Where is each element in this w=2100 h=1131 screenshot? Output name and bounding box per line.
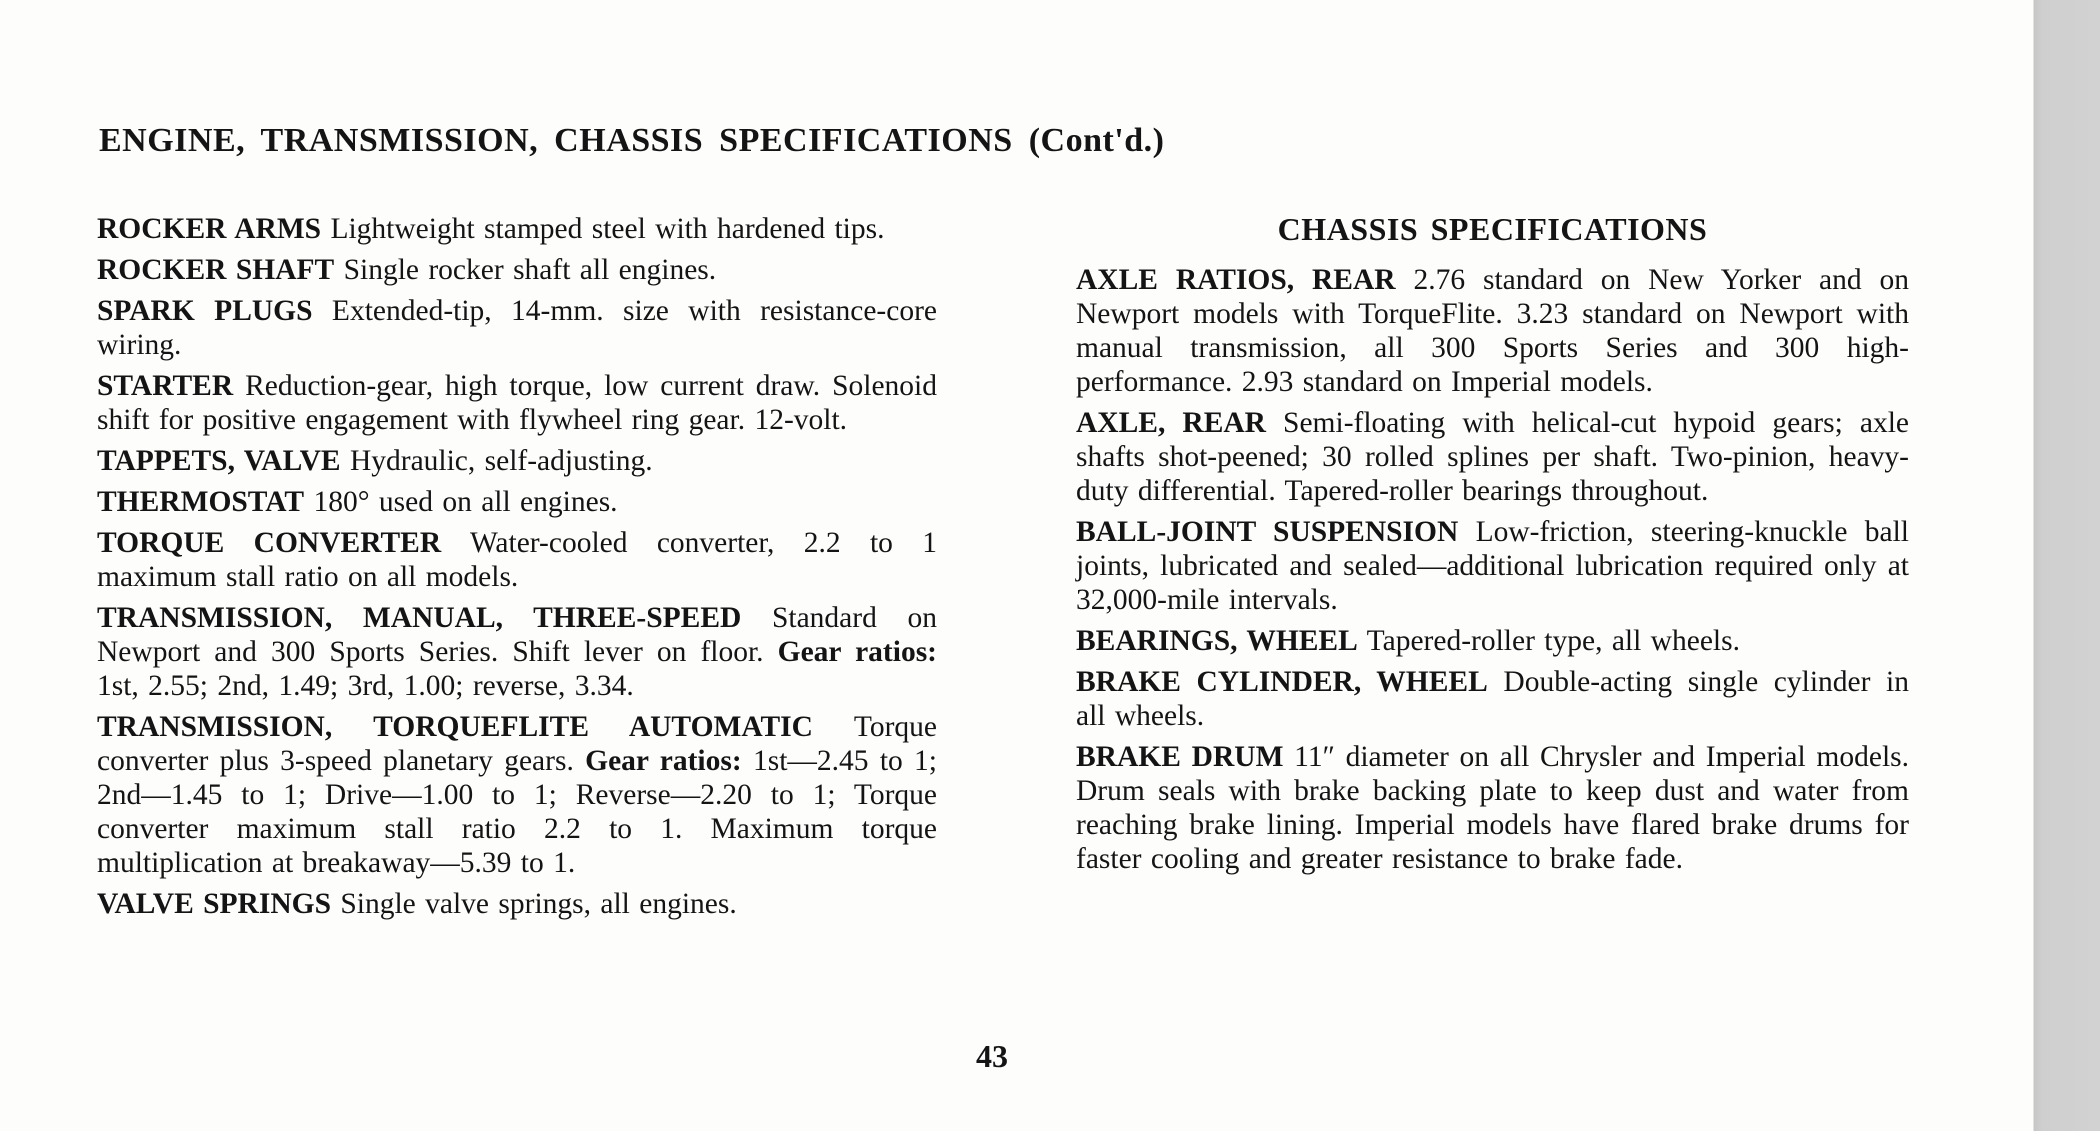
spec-text: Extended-tip, 14-mm. size with resistance-core wiring. bbox=[97, 295, 937, 361]
spec-term: BRAKE CYLINDER, WHEEL bbox=[1076, 666, 1488, 698]
spec-text: Standard on Newport and 300 Sports Series. Shift lever on floor. bbox=[97, 602, 937, 668]
spec-entry-axle-ratios-rear bbox=[1076, 263, 1909, 399]
spec-term: BRAKE DRUM bbox=[1076, 741, 1284, 773]
spec-text: Reduction-gear, high torque, low current draw. Solenoid shift for positive engagement with flywheel ring gear. 12-volt. bbox=[97, 370, 937, 436]
scan-edge bbox=[2033, 0, 2100, 1131]
spec-text: Low-friction, steering-knuckle ball joints, lubricated and sealed—additional lubrication required only at 32,000-mile intervals. bbox=[1076, 516, 1909, 616]
right-column bbox=[1076, 212, 1909, 883]
spec-text: Semi-floating with helical-cut hypoid gears; axle shafts shot-peened; 30 rolled splines per shaft. Two-pinion, heavy-duty differential. Tapered-roller bearings throughout. bbox=[1076, 407, 1909, 507]
spec-entry-torque-converter bbox=[97, 526, 937, 594]
spec-entry-transmission-manual bbox=[97, 601, 937, 703]
page-title: ENGINE, TRANSMISSION, CHASSIS SPECIFICATIONS (Cont'd.) bbox=[99, 122, 1165, 159]
spec-entry-starter bbox=[97, 369, 937, 437]
spec-text: Single rocker shaft all engines. bbox=[343, 254, 717, 286]
spec-entry-bearings-wheel bbox=[1076, 624, 1909, 658]
spec-term: AXLE, REAR bbox=[1076, 407, 1266, 439]
section-heading: CHASSIS SPECIFICATIONS bbox=[1277, 211, 1708, 247]
spec-entry-valve-springs bbox=[97, 887, 937, 921]
spec-term: VALVE SPRINGS bbox=[97, 888, 331, 920]
spec-text: Water-cooled converter, 2.2 to 1 maximum stall ratio on all models. bbox=[97, 527, 937, 593]
spec-term: AXLE RATIOS, REAR bbox=[1076, 264, 1396, 296]
spec-entry-axle-rear bbox=[1076, 406, 1909, 508]
spec-entry-tappets-valve bbox=[97, 444, 937, 478]
spec-entry-rocker-shaft bbox=[97, 253, 937, 287]
spec-entry-thermostat bbox=[97, 485, 937, 519]
spec-text: Hydraulic, self-adjusting. bbox=[349, 445, 653, 477]
spec-entry-brake-cylinder-wheel bbox=[1076, 665, 1909, 733]
spec-term: SPARK PLUGS bbox=[97, 295, 313, 327]
spec-subterm: Gear ratios: bbox=[585, 745, 742, 777]
spec-term: THERMOSTAT bbox=[97, 486, 305, 518]
spec-term: TAPPETS, VALVE bbox=[97, 445, 341, 477]
spec-entry-spark-plugs bbox=[97, 294, 937, 362]
spec-text: 180° used on all engines. bbox=[313, 486, 618, 518]
spec-entry-rocker-arms bbox=[97, 212, 937, 246]
spec-text: 1st, 2.55; 2nd, 1.49; 3rd, 1.00; reverse, 3.34. bbox=[97, 670, 634, 702]
spec-text: Double-acting single cylinder in all wheels. bbox=[1076, 666, 1910, 732]
spec-entry-transmission-torqueflite bbox=[97, 710, 937, 880]
spec-term: BEARINGS, WHEEL bbox=[1076, 625, 1358, 657]
spec-text: 2.76 standard on New Yorker and on Newport models with TorqueFlite. 3.23 standard on Newport with manual transmission, all 300 Sports Series and 300 high-performance. 2.93 standard on Imperial models. bbox=[1076, 264, 1910, 398]
spec-text: 11″ diameter on all Chrysler and Imperial models. Drum seals with brake backing plate to keep dust and water from reaching brake lining. Imperial models have flared brake drums for faster cooling and greater resistance to brake fade. bbox=[1076, 741, 1909, 875]
left-column bbox=[97, 212, 937, 928]
spec-term: ROCKER SHAFT bbox=[97, 254, 335, 286]
spec-term: TORQUE CONVERTER bbox=[97, 527, 442, 559]
spec-subterm: Gear ratios: bbox=[777, 636, 937, 668]
spec-term: TRANSMISSION, MANUAL, THREE-SPEED bbox=[97, 602, 742, 634]
spec-term: STARTER bbox=[97, 370, 234, 402]
spec-text: Tapered-roller type, all wheels. bbox=[1366, 625, 1740, 657]
spec-text: Single valve springs, all engines. bbox=[340, 888, 737, 920]
spec-term: ROCKER ARMS bbox=[97, 213, 322, 245]
spec-entry-ball-joint-suspension bbox=[1076, 515, 1909, 617]
spec-term: TRANSMISSION, TORQUEFLITE AUTOMATIC bbox=[97, 711, 813, 743]
spec-text: 1st—2.45 to 1; 2nd—1.45 to 1; Drive—1.00 to 1; Reverse—2.20 to 1; Torque converter maximum stall ratio 2.2 to 1. Maximum torque multiplication at breakaway—5.39 to 1. bbox=[97, 745, 938, 879]
spec-term: BALL-JOINT SUSPENSION bbox=[1076, 516, 1459, 548]
spec-text: Lightweight stamped steel with hardened tips. bbox=[330, 213, 885, 245]
spec-text: Torque converter plus 3-speed planetary gears. bbox=[97, 711, 937, 777]
spec-entry-brake-drum bbox=[1076, 740, 1909, 876]
page-number: 43 bbox=[976, 1038, 1008, 1074]
